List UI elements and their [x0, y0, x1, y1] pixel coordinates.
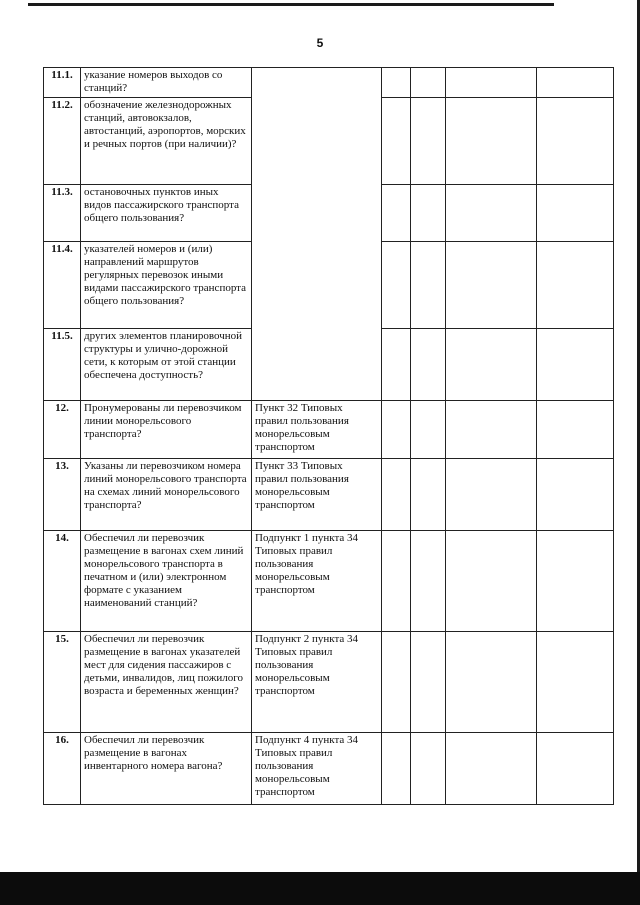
not-applicable-cell	[446, 632, 537, 733]
table-row	[44, 531, 614, 632]
reference-cell: Пункт 33 Типовых правил пользования монорельсовым транспортом	[252, 459, 382, 531]
row-number: 12.	[44, 401, 81, 459]
question-cell: Обеспечил ли перевозчик размещение в вагонах указателей мест для сидения пассажиров с детьми, инвалидов, лиц пожилого возраста и беременных женщин?	[81, 632, 252, 733]
answer-yes-cell	[382, 401, 411, 459]
row-number: 11.4.	[44, 242, 81, 329]
answer-no-cell	[411, 242, 446, 329]
not-applicable-cell	[446, 733, 537, 805]
question-cell: остановочных пунктов иных видов пассажирского транспорта общего пользования?	[81, 185, 252, 242]
answer-no-cell	[411, 733, 446, 805]
table-row	[44, 68, 614, 98]
note-cell	[537, 632, 614, 733]
table-row	[44, 401, 614, 459]
question-cell: Обеспечил ли перевозчик размещение в вагонах инвентарного номера вагона?	[81, 733, 252, 805]
row-number: 14.	[44, 531, 81, 632]
question-cell: других элементов планировочной структуры и улично-дорожной сети, к которым от этой станции обеспечена доступность?	[81, 329, 252, 401]
page-number: 5	[316, 36, 324, 50]
question-cell: указателей номеров и (или) направлений маршрутов регулярных перевозок иными видами пассажирского транспорта общего пользования?	[81, 242, 252, 329]
reference-cell: Подпункт 4 пункта 34 Типовых правил пользования монорельсовым транспортом	[252, 733, 382, 805]
row-number: 16.	[44, 733, 81, 805]
note-cell	[537, 531, 614, 632]
row-number: 11.2.	[44, 98, 81, 185]
question-cell: Обеспечил ли перевозчик размещение в вагонах схем линий монорельсового транспорта в печатном и (или) электронном формате с указанием наименований станций?	[81, 531, 252, 632]
not-applicable-cell	[446, 242, 537, 329]
answer-yes-cell	[382, 98, 411, 185]
reference-cell	[252, 68, 382, 401]
table-row	[44, 632, 614, 733]
not-applicable-cell	[446, 329, 537, 401]
not-applicable-cell	[446, 459, 537, 531]
row-number: 11.1.	[44, 68, 81, 98]
answer-no-cell	[411, 531, 446, 632]
note-cell	[537, 401, 614, 459]
reference-cell: Подпункт 1 пункта 34 Типовых правил пользования монорельсовым транспортом	[252, 531, 382, 632]
not-applicable-cell	[446, 98, 537, 185]
answer-no-cell	[411, 401, 446, 459]
answer-yes-cell	[382, 531, 411, 632]
note-cell	[537, 459, 614, 531]
note-cell	[537, 185, 614, 242]
note-cell	[537, 733, 614, 805]
answer-no-cell	[411, 632, 446, 733]
not-applicable-cell	[446, 185, 537, 242]
answer-yes-cell	[382, 242, 411, 329]
question-cell: Пронумерованы ли перевозчиком линии монорельсового транспорта?	[81, 401, 252, 459]
answer-yes-cell	[382, 185, 411, 242]
answer-no-cell	[411, 459, 446, 531]
reference-cell: Подпункт 2 пункта 34 Типовых правил пользования монорельсовым транспортом	[252, 632, 382, 733]
row-number: 13.	[44, 459, 81, 531]
answer-yes-cell	[382, 733, 411, 805]
reference-cell: Пункт 32 Типовых правил пользования монорельсовым транспортом	[252, 401, 382, 459]
not-applicable-cell	[446, 401, 537, 459]
note-cell	[537, 242, 614, 329]
answer-no-cell	[411, 68, 446, 98]
row-number: 11.5.	[44, 329, 81, 401]
question-cell: указание номеров выходов со станций?	[81, 68, 252, 98]
answer-yes-cell	[382, 632, 411, 733]
top-border-line	[28, 3, 554, 6]
answer-no-cell	[411, 98, 446, 185]
answer-yes-cell	[382, 68, 411, 98]
note-cell	[537, 68, 614, 98]
question-cell: обозначение железнодорожных станций, автовокзалов, автостанций, аэропортов, морских и речных портов (при наличии)?	[81, 98, 252, 185]
table-row	[44, 459, 614, 531]
row-number: 11.3.	[44, 185, 81, 242]
answer-no-cell	[411, 185, 446, 242]
answer-no-cell	[411, 329, 446, 401]
note-cell	[537, 329, 614, 401]
scan-bottom-band	[0, 872, 640, 905]
not-applicable-cell	[446, 531, 537, 632]
answer-yes-cell	[382, 329, 411, 401]
note-cell	[537, 98, 614, 185]
row-number: 15.	[44, 632, 81, 733]
answer-yes-cell	[382, 459, 411, 531]
not-applicable-cell	[446, 68, 537, 98]
table-row	[44, 733, 614, 805]
question-cell: Указаны ли перевозчиком номера линий монорельсового транспорта на схемах линий монорельсового транспорта?	[81, 459, 252, 531]
checklist-table	[43, 67, 614, 805]
